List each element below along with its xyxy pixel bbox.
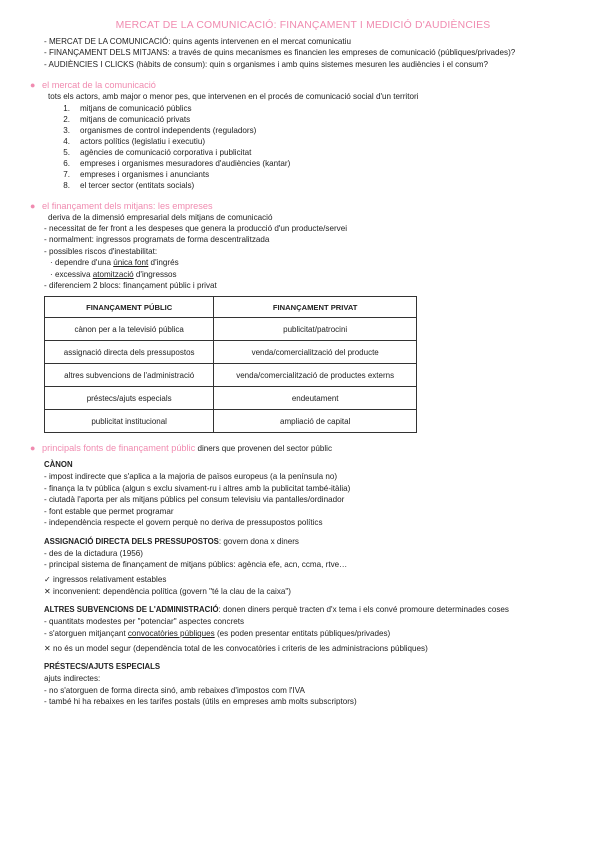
text-line: - independència respecte el govern perquè no deriva de pressupostos polítics xyxy=(44,518,323,528)
section-title: el finançament dels mitjans: les empreses xyxy=(42,200,213,211)
risk-line xyxy=(44,269,562,280)
intro-desc: : quins agents intervenen en el mercat comunicatiu xyxy=(168,37,351,46)
intro-block xyxy=(44,36,562,70)
list-text: agències de comunicació corporativa i publicitat xyxy=(80,147,252,157)
section-text: deriva de la dimensió empresarial dels mitjans de comunicació xyxy=(48,212,273,222)
intro-line xyxy=(44,47,562,58)
list-item xyxy=(44,180,562,191)
intro-term: - AUDIÈNCIES I CLICKS xyxy=(44,59,134,69)
table-header-row xyxy=(45,297,417,318)
list-number: 5. xyxy=(63,147,70,157)
column-header-private: FINANÇAMENT PRIVAT xyxy=(214,297,417,318)
list-item xyxy=(44,147,562,158)
list-text: organismes de control independents (reguladors) xyxy=(80,125,257,135)
section-subtitle: diners que provenen del sector públic xyxy=(195,444,332,454)
list-number: 1. xyxy=(63,103,70,113)
con-line: ✕ inconvenient: dependència política (govern "té la clau de la caixa") xyxy=(44,586,291,596)
con-line: ✕ no és un model segur (dependència total de les convocatòries i criteris de les administracions públiques) xyxy=(44,643,428,653)
section-title: el mercat de la comunicació xyxy=(42,80,156,91)
financing-table xyxy=(44,296,417,433)
subheading-subvencions xyxy=(44,604,562,616)
bullet-icon: ● xyxy=(30,443,36,454)
bullet-icon: ● xyxy=(30,80,36,91)
text-part: d'ingressos xyxy=(133,269,177,279)
list-item xyxy=(44,136,562,147)
section-heading-fonts xyxy=(30,442,562,455)
text-line: - també hi ha rebaixes en les tarifes postals (útils en empreses amb molts subscriptors) xyxy=(44,697,357,707)
text-line: - ciutadà l'aporta per als mitjans públics pel consum televisiu via pantalles/ordinador xyxy=(44,495,345,505)
table-row xyxy=(45,410,417,433)
subheading-prestecs: PRÉSTECS/AJUTS ESPECIALS xyxy=(44,662,161,672)
list-item xyxy=(44,125,562,136)
text-line: - finança la tv pública (algun s exclu sivament-ru i altres amb la publicitat també-itàlia) xyxy=(44,483,351,493)
text-part: (es poden presentar entitats públiques/privades) xyxy=(214,628,391,638)
text-line xyxy=(44,628,562,639)
table-cell: endeutament xyxy=(214,387,417,410)
text-part: · dependre d'una xyxy=(50,258,114,268)
text-line: - impost indirecte que s'aplica a la majoria de països europeus (a la península no) xyxy=(44,472,338,482)
table-cell: venda/comercialització del producte xyxy=(214,341,417,364)
table-cell: altres subvencions de l'administració xyxy=(45,364,214,387)
section-heading-mercat xyxy=(30,79,562,91)
list-number: 7. xyxy=(63,169,70,179)
list-text: empreses i organismes i anunciants xyxy=(80,169,210,179)
text-line: - possibles riscos d'inestabilitat: xyxy=(44,246,158,256)
actors-list xyxy=(44,103,562,191)
list-number: 8. xyxy=(63,180,70,190)
list-text: actors polítics (legislatiu i executiu) xyxy=(80,136,206,146)
list-number: 2. xyxy=(63,114,70,124)
risk-line xyxy=(44,257,562,268)
text-line: - diferenciem 2 blocs: finançament públic i privat xyxy=(44,281,217,291)
intro-term: - MERCAT DE LA COMUNICACIÓ xyxy=(44,37,169,46)
intro-line xyxy=(44,36,562,47)
list-text: empreses i organismes mesuradores d'audiències (kantar) xyxy=(80,158,291,168)
table-row xyxy=(45,364,417,387)
subheading-assignacio xyxy=(44,536,562,548)
text-part: · excessiva xyxy=(50,269,93,279)
page-title: MERCAT DE LA COMUNICACIÓ: FINANÇAMENT I MEDICIÓ D'AUDIÈNCIES xyxy=(115,20,491,31)
underlined-term: única font xyxy=(113,258,149,268)
text-line: - no s'atorguen de forma directa sinó, amb rebaixes d'impostos com l'IVA xyxy=(44,685,305,695)
list-number: 3. xyxy=(63,125,70,135)
bullet-icon: ● xyxy=(30,200,36,211)
text-line: - des de la dictadura (1956) xyxy=(44,548,143,558)
underlined-term: convocatòries públiques xyxy=(127,628,215,638)
table-cell: publicitat/patrocini xyxy=(214,318,417,341)
section-heading-financament xyxy=(30,200,562,212)
table-row xyxy=(45,387,417,410)
table-cell: venda/comercialització de productes externs xyxy=(214,364,417,387)
subheading-desc: : donen diners perquè tracten d'x tema i els convé promoure determinades coses xyxy=(218,605,509,615)
text-line: - principal sistema de finançament de mitjans públics: agència efe, acn, ccma, rtve… xyxy=(44,559,348,569)
table-row xyxy=(45,318,417,341)
underlined-term: atomització xyxy=(92,269,134,279)
table-cell: assignació directa dels pressupostos xyxy=(45,341,214,364)
table-cell: publicitat institucional xyxy=(45,410,214,433)
text-line: - font estable que permet programar xyxy=(44,506,174,516)
list-text: el tercer sector (entitats socials) xyxy=(80,180,195,190)
text-line: ajuts indirectes: xyxy=(44,674,101,684)
subheading-desc: : govern dona x diners xyxy=(218,536,299,546)
list-number: 6. xyxy=(63,158,70,168)
pro-line: ✓ ingressos relativament estables xyxy=(44,575,167,585)
intro-term: - FINANÇAMENT DELS MITJANS xyxy=(44,48,168,58)
subheading-canon: CÀNON xyxy=(44,460,73,470)
list-item xyxy=(44,158,562,169)
list-item xyxy=(44,114,562,125)
text-line: - necessitat de fer front a les despeses que genera la producció d'un producte/servei xyxy=(44,224,347,234)
text-line: - quantitats modestes per "potenciar" aspectes concrets xyxy=(44,617,245,627)
text-line: - normalment: ingressos programats de forma descentralitzada xyxy=(44,235,270,245)
intro-line xyxy=(44,59,562,70)
intro-desc: : a través de quins mecanismes es financien les empreses de comunicació (públiques/privades)? xyxy=(167,48,516,58)
intro-desc: (hàbits de consum): quin s organismes i amb quins sistemes mesuren les audiències i el consum? xyxy=(133,59,488,69)
subheading-term: ALTRES SUBVENCIONS DE L'ADMINISTRACIÓ xyxy=(44,605,219,615)
column-header-public: FINANÇAMENT PÚBLIC xyxy=(45,297,214,318)
section-title: principals fonts de finançament públic xyxy=(42,443,196,454)
table-cell: préstecs/ajuts especials xyxy=(45,387,214,410)
list-number: 4. xyxy=(63,136,70,146)
table-cell: cànon per a la televisió pública xyxy=(45,318,214,341)
list-item xyxy=(44,103,562,114)
text-part: - s'atorguen mitjançant xyxy=(44,628,128,638)
text-part: d'ingrés xyxy=(148,258,179,268)
section-text: tots els actors, amb major o menor pes, que intervenen en el procés de comunicació social d'un territori xyxy=(48,92,419,102)
subheading-term: ASSIGNACIÓ DIRECTA DELS PRESSUPOSTOS xyxy=(44,536,219,546)
list-text: mitjans de comunicació privats xyxy=(80,114,191,124)
table-row xyxy=(45,341,417,364)
list-text: mitjans de comunicació públics xyxy=(80,103,192,113)
table-cell: ampliació de capital xyxy=(214,410,417,433)
list-item xyxy=(44,169,562,180)
